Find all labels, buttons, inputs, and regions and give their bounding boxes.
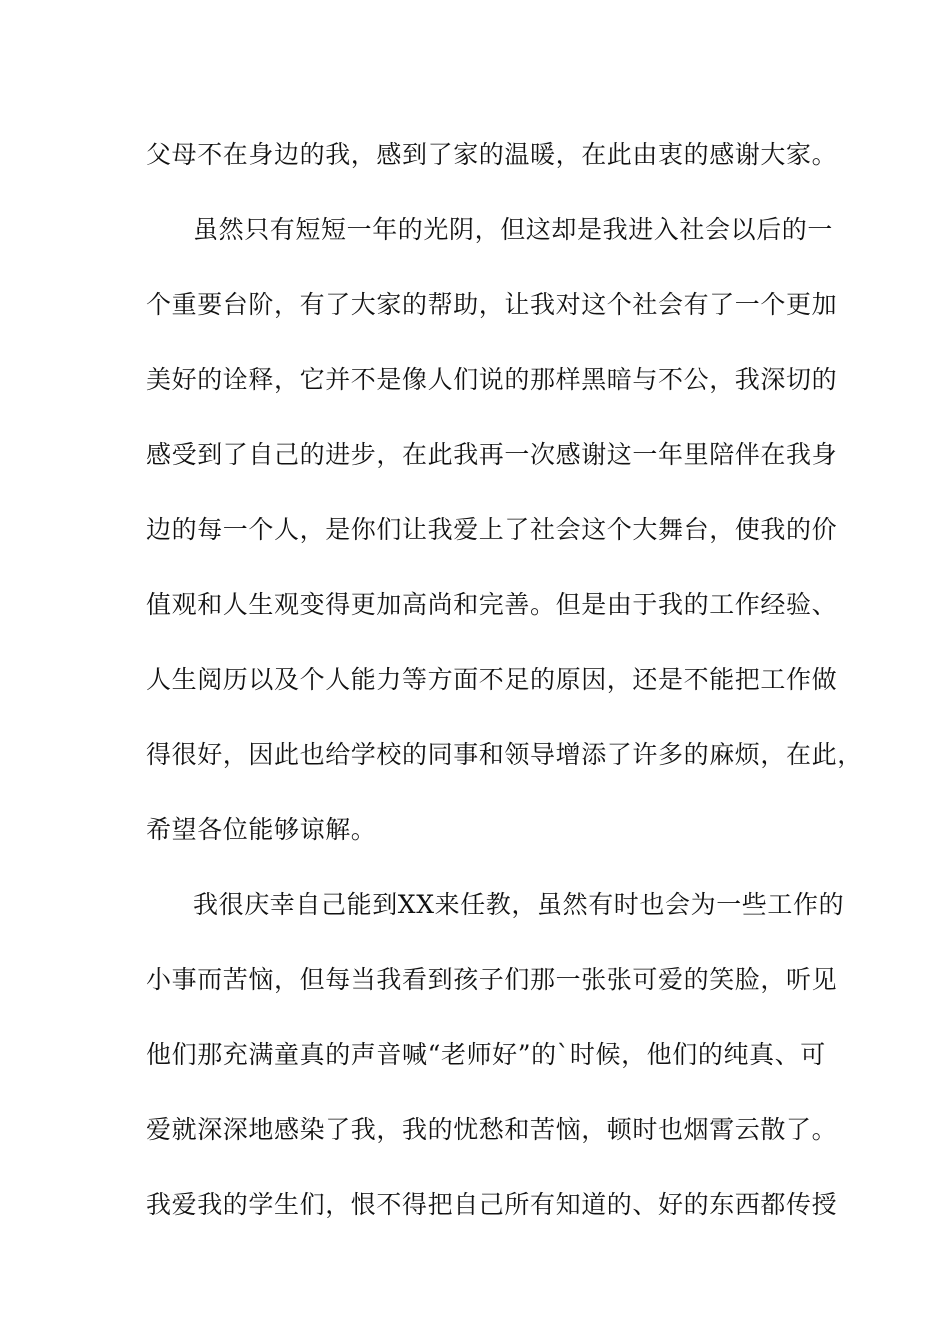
text-line: 值观和人生观变得更加高尚和完善。但是由于我的工作经验、 xyxy=(146,590,838,619)
text-line: 小事而苦恼，但每当我看到孩子们那一张张可爱的笑脸，听见 xyxy=(146,965,838,994)
text-line: 希望各位能够谅解。 xyxy=(146,815,377,844)
text-line: 我爱我的学生们，恨不得把自己所有知道的、好的东西都传授 xyxy=(146,1190,838,1219)
text-line: 个重要台阶，有了大家的帮助，让我对这个社会有了一个更加 xyxy=(146,290,838,319)
text-line: 边的每一个人，是你们让我爱上了社会这个大舞台，使我的价 xyxy=(146,515,838,544)
text-line: 得很好，因此也给学校的同事和领导增添了许多的麻烦，在此， xyxy=(146,740,863,769)
text-line: 美好的诠释，它并不是像人们说的那样黑暗与不公，我深切的 xyxy=(146,365,838,394)
text-line: 人生阅历以及个人能力等方面不足的原因，还是不能把工作做 xyxy=(146,665,838,694)
text-line: 我很庆幸自己能到XX来任教，虽然有时也会为一些工作的 xyxy=(193,890,845,919)
text-line: 爱就深深地感染了我，我的忧愁和苦恼，顿时也烟霄云散了。 xyxy=(146,1115,838,1144)
text-line: 他们那充满童真的声音喊“老师好”的`时候，他们的纯真、可 xyxy=(146,1040,826,1069)
text-line: 虽然只有短短一年的光阴，但这却是我进入社会以后的一 xyxy=(193,215,834,244)
text-body xyxy=(146,131,863,1256)
text-line: 父母不在身边的我，感到了家的温暖，在此由衷的感谢大家。 xyxy=(146,140,838,169)
text-line: 感受到了自己的进步，在此我再一次感谢这一年里陪伴在我身 xyxy=(146,440,838,469)
